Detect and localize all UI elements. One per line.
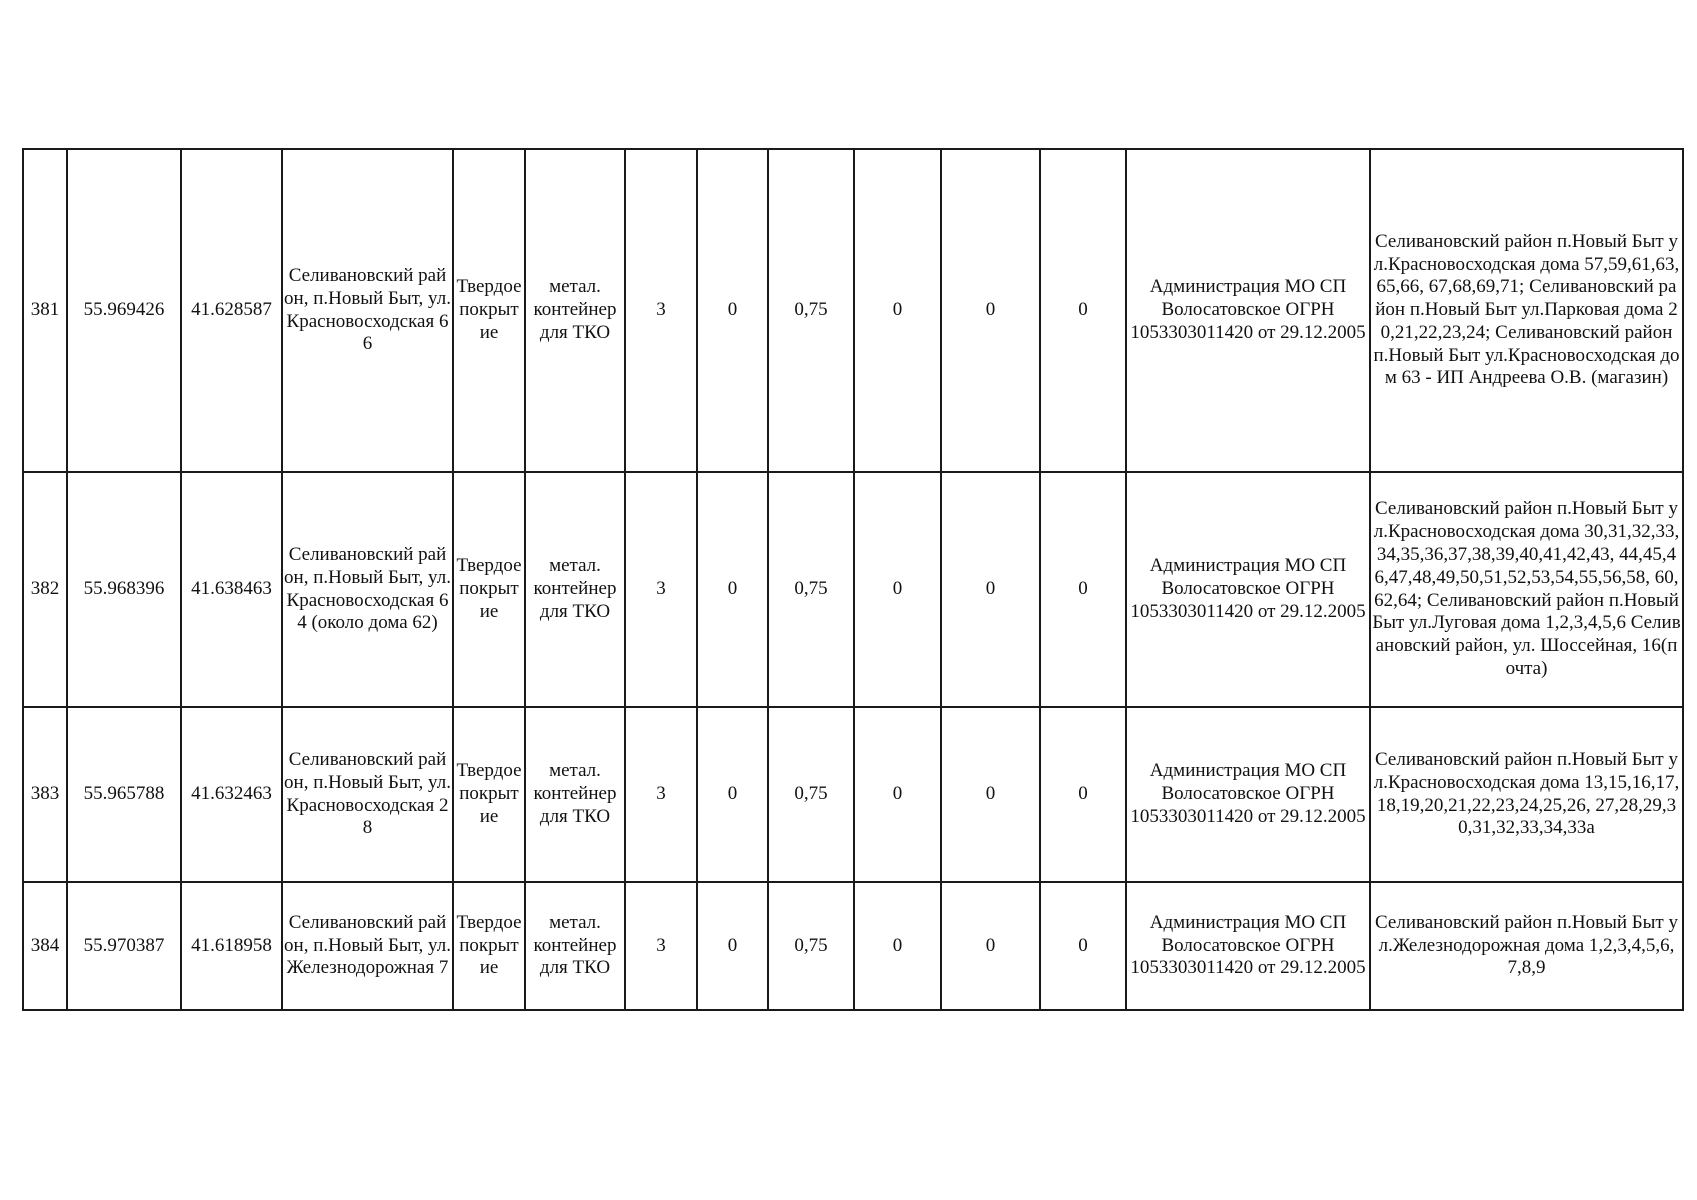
served-addresses-cell: Селивановский район п.Новый Быт ул.Железнодорожная дома 1,2,3,4,5,6,7,8,9 (1370, 882, 1683, 1010)
value-cell: 0 (941, 149, 1040, 472)
owner-cell: Администрация МО СП Волосатовское ОГРН 1053303011420 от 29.12.2005 (1126, 149, 1370, 472)
value-cell: 3 (625, 149, 697, 472)
value-cell: 0 (1040, 149, 1126, 472)
value-cell: 0 (941, 472, 1040, 707)
value-cell: 0 (1040, 882, 1126, 1010)
longitude-cell: 41.618958 (181, 882, 282, 1010)
waste-sites-table (22, 148, 1684, 1011)
value-cell: 0 (941, 707, 1040, 882)
served-addresses-cell: Селивановский район п.Новый Быт ул.Красновосходская дома 57,59,61,63,65,66, 67,68,69,71; Селивановский район п.Новый Быт ул.Парковая дома 20,21,22,23,24; Селивановский район п.Новый Быт ул.Красновосходская дом 63 - ИП Андреева О.В. (магазин) (1370, 149, 1683, 472)
surface-cell: Твердое покрытие (453, 472, 525, 707)
value-cell: 0,75 (768, 882, 854, 1010)
document-page (22, 148, 1682, 1011)
served-addresses-cell: Селивановский район п.Новый Быт ул.Красновосходская дома 13,15,16,17,18,19,20,21,22,23,24,25,26, 27,28,29,30,31,32,33,34,33а (1370, 707, 1683, 882)
value-cell: 0,75 (768, 149, 854, 472)
latitude-cell: 55.969426 (67, 149, 181, 472)
row-number: 383 (23, 707, 67, 882)
table-row (23, 149, 1683, 472)
longitude-cell: 41.632463 (181, 707, 282, 882)
address-cell: Селивановский район, п.Новый Быт, ул.Красновосходская 64 (около дома 62) (282, 472, 453, 707)
row-number: 384 (23, 882, 67, 1010)
container-type-cell: метал. контейнер для ТКО (525, 882, 625, 1010)
value-cell: 3 (625, 707, 697, 882)
address-cell: Селивановский район, п.Новый Быт, ул.Красновосходская 28 (282, 707, 453, 882)
value-cell: 0 (854, 882, 941, 1010)
latitude-cell: 55.968396 (67, 472, 181, 707)
container-type-cell: метал. контейнер для ТКО (525, 707, 625, 882)
address-cell: Селивановский район, п.Новый Быт, ул.Железнодорожная 7 (282, 882, 453, 1010)
served-addresses-cell: Селивановский район п.Новый Быт ул.Красновосходская дома 30,31,32,33,34,35,36,37,38,39,40,41,42,43, 44,45,46,47,48,49,50,51,52,53,54,55,56,58, 60,62,64; Селивановский район п.Новый Быт ул.Луговая дома 1,2,3,4,5,6 Селивановский район, ул. Шоссейная, 16(почта) (1370, 472, 1683, 707)
table-row (23, 882, 1683, 1010)
owner-cell: Администрация МО СП Волосатовское ОГРН 1053303011420 от 29.12.2005 (1126, 707, 1370, 882)
owner-cell: Администрация МО СП Волосатовское ОГРН 1053303011420 от 29.12.2005 (1126, 472, 1370, 707)
longitude-cell: 41.628587 (181, 149, 282, 472)
value-cell: 0,75 (768, 707, 854, 882)
value-cell: 3 (625, 882, 697, 1010)
surface-cell: Твердое покрытие (453, 882, 525, 1010)
value-cell: 3 (625, 472, 697, 707)
longitude-cell: 41.638463 (181, 472, 282, 707)
owner-cell: Администрация МО СП Волосатовское ОГРН 1053303011420 от 29.12.2005 (1126, 882, 1370, 1010)
latitude-cell: 55.970387 (67, 882, 181, 1010)
surface-cell: Твердое покрытие (453, 149, 525, 472)
value-cell: 0 (854, 707, 941, 882)
table-row (23, 472, 1683, 707)
value-cell: 0 (854, 149, 941, 472)
value-cell: 0 (697, 472, 768, 707)
surface-cell: Твердое покрытие (453, 707, 525, 882)
address-cell: Селивановский район, п.Новый Быт, ул.Красновосходская 66 (282, 149, 453, 472)
value-cell: 0 (1040, 707, 1126, 882)
row-number: 381 (23, 149, 67, 472)
table-row (23, 707, 1683, 882)
value-cell: 0 (697, 882, 768, 1010)
latitude-cell: 55.965788 (67, 707, 181, 882)
value-cell: 0 (697, 707, 768, 882)
container-type-cell: метал. контейнер для ТКО (525, 149, 625, 472)
value-cell: 0 (941, 882, 1040, 1010)
value-cell: 0 (1040, 472, 1126, 707)
value-cell: 0 (697, 149, 768, 472)
value-cell: 0 (854, 472, 941, 707)
value-cell: 0,75 (768, 472, 854, 707)
row-number: 382 (23, 472, 67, 707)
container-type-cell: метал. контейнер для ТКО (525, 472, 625, 707)
